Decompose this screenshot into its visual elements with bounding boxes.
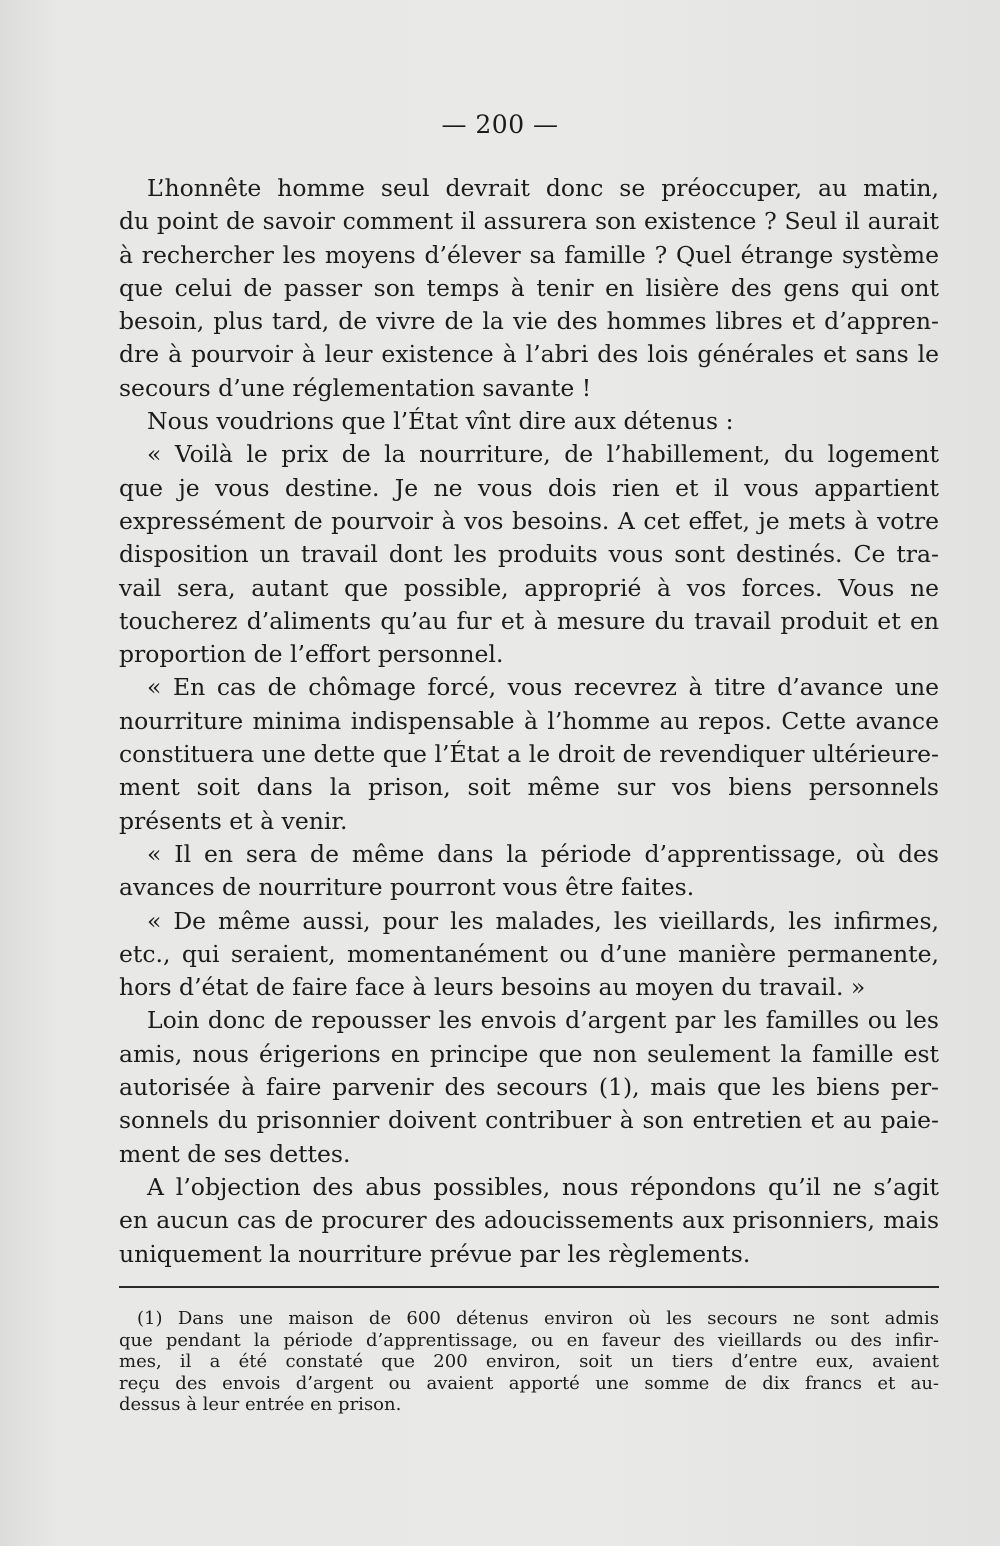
text-line: hors d’état de faire face à leurs besoins au moyen du travail. » (119, 973, 866, 1002)
text-line: présents et à venir. (119, 806, 348, 835)
text-line: « De même aussi, pour les malades, les vieillards, les infirmes, (147, 906, 939, 935)
text-line: en aucun cas de procurer des adoucissements aux prisonniers, mais (119, 1206, 939, 1235)
text-line: constituera une dette que l’État a le droit de revendiquer ultérieure- (119, 740, 939, 769)
text-line: ment de ses dettes. (119, 1139, 351, 1168)
text-line: toucherez d’aliments qu’au fur et à mesure du travail produit et en (119, 606, 939, 635)
text-line: sonnels du prisonnier doivent contribuer à son entretien et au paie- (119, 1106, 939, 1135)
text-line: « Voilà le prix de la nourriture, de l’habillement, du logement (147, 440, 939, 469)
body-text (119, 172, 939, 1271)
footnote-line: mes, il a été constaté que 200 environ, soit un tiers d’entre eux, avaient (119, 1351, 939, 1372)
footnote-separator (119, 1286, 939, 1288)
text-line: à rechercher les moyens d’élever sa famille ? Quel étrange système (119, 240, 939, 269)
footnote-line: que pendant la période d’apprentissage, ou en faveur des vieillards ou des infir- (119, 1329, 939, 1351)
text-line: disposition un travail dont les produits vous sont destinés. Ce tra- (119, 540, 939, 569)
text-line: proportion de l’effort personnel. (119, 640, 504, 669)
text-line: amis, nous érigerions en principe que non seulement la famille est (119, 1039, 939, 1068)
text-line: besoin, plus tard, de vivre de la vie des hommes libres et d’appren- (119, 307, 939, 336)
text-line: Loin donc de repousser les envois d’argent par les familles ou les (147, 1006, 939, 1035)
text-line: avances de nourriture pourront vous être faites. (119, 873, 695, 902)
footnote-line: reçu des envois d’argent ou avaient apporté une somme de dix francs et au- (119, 1372, 939, 1394)
text-line: A l’objection des abus possibles, nous répondons qu’il ne s’agit (147, 1172, 939, 1201)
text-line: « Il en sera de même dans la période d’apprentissage, où des (147, 839, 939, 868)
text-line: L’honnête homme seul devrait donc se préoccuper, au matin, (147, 174, 939, 202)
text-line: du point de savoir comment il assurera son existence ? Seul il aurait (119, 207, 939, 236)
text-line: ment soit dans la prison, soit même sur vos biens personnels (119, 773, 939, 802)
text-line: que je vous destine. Je ne vous dois rien et il vous appartient (119, 473, 939, 502)
footnotes (119, 1308, 939, 1416)
footnote-line: (1) Dans une maison de 600 détenus environ où les secours ne sont admis (137, 1308, 939, 1329)
page-number: — 200 — (441, 110, 559, 139)
text-line: que celui de passer son temps à tenir en lisière des gens qui ont (119, 273, 939, 302)
text-line: uniquement la nourriture prévue par les règlements. (119, 1239, 751, 1268)
text-line: « En cas de chômage forcé, vous recevrez à titre d’avance une (147, 673, 939, 702)
text-line: secours d’une réglementation savante ! (119, 373, 592, 402)
text-line: Nous voudrions que l’État vînt dire aux détenus : (147, 407, 734, 436)
text-line: nourriture minima indispensable à l’homme au repos. Cette avance (119, 706, 939, 735)
text-line: etc., qui seraient, momentanément ou d’une manière permanente, (119, 939, 939, 968)
text-line: vail sera, autant que possible, approprié à vos forces. Vous ne (119, 573, 939, 602)
text-line: autorisée à faire parvenir des secours (1), mais que les biens per- (119, 1073, 939, 1102)
text-line: dre à pourvoir à leur existence à l’abri des lois générales et sans le (119, 340, 939, 369)
footnote-line: dessus à leur entrée en prison. (119, 1394, 402, 1415)
text-line: expressément de pourvoir à vos besoins. A cet effet, je mets à votre (119, 506, 939, 535)
